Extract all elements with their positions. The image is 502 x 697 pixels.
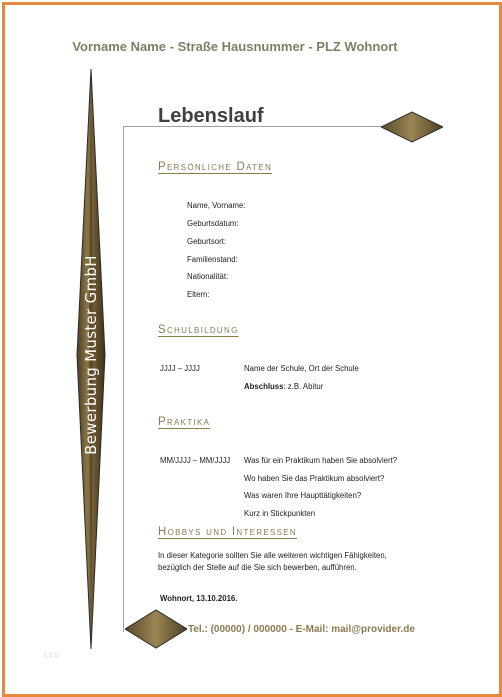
place-date: Wohnort, 13.10.2016. (160, 594, 238, 603)
internship-line: Was waren Ihre Haupttätigkeiten? (244, 491, 362, 500)
hobbies-text: In dieser Kategorie sollten Sie alle weiteren wichtigen Fähigkeiten, bezüglich der Stelle auf die Sie sich bewerben, aufführen. (158, 551, 387, 572)
internship-period: MM/JJJJ – MM/JJJJ (160, 456, 231, 465)
school-name: Name der Schule, Ort der Schule (244, 364, 359, 373)
section-heading-text: Praktika (158, 416, 211, 428)
decorative-diamond-bottom (125, 609, 187, 649)
section-heading-school (158, 324, 239, 336)
section-heading-hobbies (158, 526, 297, 538)
section-heading-text: Hobbys und Interessen (158, 526, 297, 538)
header-name-address: Vorname Name - Straße Hausnummer - PLZ Wohnort (72, 39, 398, 54)
section-heading-text: Persönliche Daten (158, 161, 273, 173)
field-parents: Eltern: (187, 290, 210, 299)
school-period: JJJJ – JJJJ (160, 364, 200, 373)
decorative-diamond-top (381, 111, 443, 143)
field-birthdate: Geburtsdatum: (187, 219, 239, 228)
field-nationality: Nationalität: (187, 272, 229, 281)
degree-value: : z.B. Abitur (283, 382, 324, 391)
internship-line: Kurz in Stickpunkten (244, 509, 316, 518)
sidebar-vertical-text: Bewerbung Muster GmbH (82, 255, 100, 455)
page-title: Lebenslauf (158, 105, 264, 127)
internship-line: Was für ein Praktikum haben Sie absolviert? (244, 456, 398, 465)
field-name: Name, Vorname: (187, 201, 246, 210)
page-frame (2, 2, 502, 697)
section-heading-text: Schulbildung (158, 324, 239, 336)
faint-mark: 1 z.g. (43, 652, 61, 659)
section-heading-internships (158, 416, 210, 428)
vertical-divider (123, 126, 124, 632)
section-heading-personal (158, 161, 272, 173)
contact-line: Tel.: (00000) / 000000 - E-Mail: mail@provider.de (188, 624, 415, 635)
degree-label: Abschluss (244, 382, 284, 391)
field-marital-status: Familienstand: (187, 255, 238, 264)
field-birthplace: Geburtsort: (187, 237, 226, 246)
internship-line: Wo haben Sie das Praktikum absolviert? (244, 474, 385, 483)
school-degree (244, 382, 323, 391)
